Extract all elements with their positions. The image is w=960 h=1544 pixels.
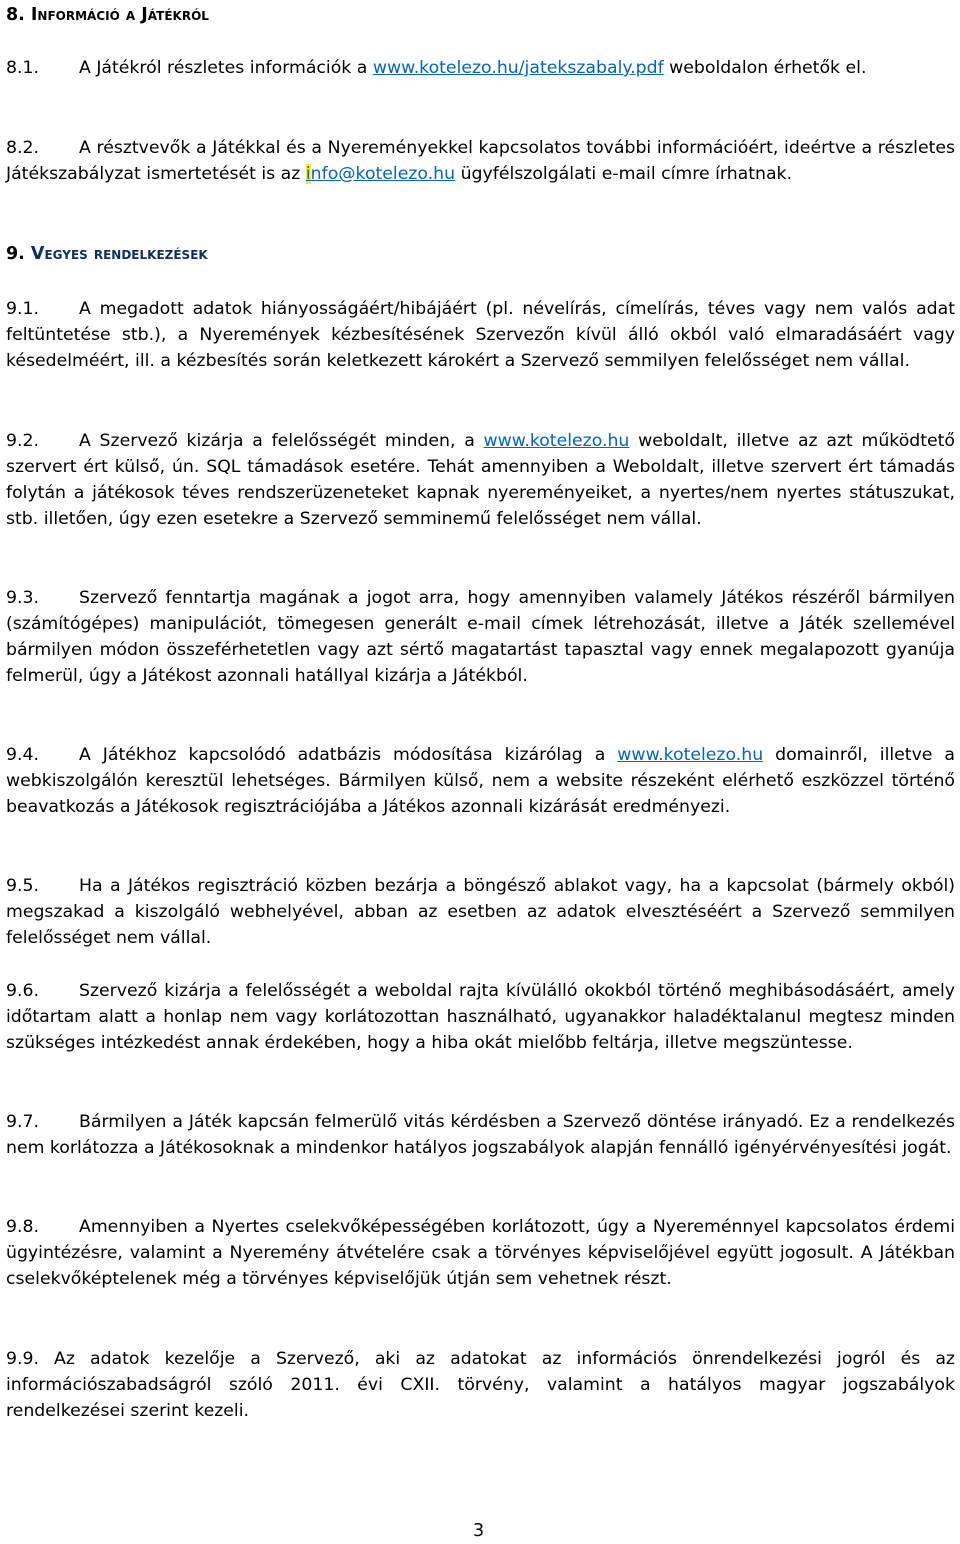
paragraph-number: 9.1. <box>6 299 39 319</box>
paragraph-number: 9.3. <box>6 588 39 608</box>
paragraph-number: 9.4. <box>6 745 39 765</box>
paragraph-number: 8.2. <box>6 138 39 158</box>
paragraph-9-5: 9.5. Ha a Játékos regisztráció közben bezárja a böngésző ablakot vagy, ha a kapcsolat (bármely okból) megszakad a kiszolgáló webhelyével, abban az esetben az adatok elvesztéséért a Szervező semmilyen felelősséget nem vállal. <box>6 873 955 951</box>
paragraph-9-4: 9.4. A Játékhoz kapcsolódó adatbázis módosítása kizárólag a www.kotelezo.hu domainről, illetve a webkiszolgálón keresztül lehetséges. Bármilyen külső, nem a website részeként elérhető eszközzel történő beavatkozás a Játékosok regisztrációjába a Játékos azonnali kizárását eredményezi. <box>6 742 955 820</box>
paragraph-number: 9.6. <box>6 981 39 1001</box>
paragraph-number: 9.5. <box>6 876 39 896</box>
paragraph-9-3: 9.3. Szervező fenntartja magának a jogot arra, hogy amennyiben valamely Játékos részéről bármilyen (számítógépes) manipulációt, tömegesen generált e-mail címek létrehozását, illetve a Játék szellemével bármilyen módon összeférhetetlen vagy azt sértő magatartást tapasztal vagy ennek megalapozott gyanúja felmerül, úgy a Játékost azonnali hatállyal kizárja a Játékból. <box>6 585 955 689</box>
page-number: 3 <box>473 1521 485 1541</box>
section-9-heading: 9. Vegyes rendelkezések <box>6 244 208 264</box>
paragraph-8-2: 8.2. A résztvevők a Játékkal és a Nyereményekkel kapcsolatos további információért, ideértve a részletes Játékszabályzat ismertetését is az info@kotelezo.hu ügyfélszolgálati e-mail címre írhatnak. <box>6 135 955 187</box>
paragraph-8-1: 8.1. A Játékról részletes információk a www.kotelezo.hu/jatekszabaly.pdf weboldalon érhetők el. <box>6 55 955 81</box>
website-link[interactable]: www.kotelezo.hu <box>483 431 630 451</box>
paragraph-9-6: 9.6. Szervező kizárja a felelősségét a weboldal rajta kívülálló okokból történő meghibásodásáért, amely időtartam alatt a honlap nem vagy korlátozottan használható, ugyanakkor haladéktalanul megtesz minden szükséges intézkedést annak érdekében, hogy a hiba okát mielőbb feltárja, illetve megszüntesse. <box>6 978 955 1056</box>
paragraph-number: 9.9. <box>6 1349 39 1369</box>
paragraph-number: 9.8. <box>6 1217 39 1237</box>
section-8-heading: 8. Információ a Játékról <box>6 5 209 25</box>
paragraph-number: 8.1. <box>6 58 39 78</box>
paragraph-number: 9.7. <box>6 1112 39 1132</box>
paragraph-9-7: 9.7. Bármilyen a Játék kapcsán felmerülő vitás kérdésben a Szervező döntése irányadó. Ez a rendelkezés nem korlátozza a Játékosoknak a mindenkor hatályos jogszabályok alapján fennálló igényérvényesítési jogát. <box>6 1109 955 1161</box>
paragraph-number: 9.2. <box>6 431 39 451</box>
paragraph-9-9: 9.9. Az adatok kezelője a Szervező, aki az adatokat az információs önrendelkezési jogról és az információszabadságról szóló 2011. évi CXII. törvény, valamint a hatályos magyar jogszabályok rendelkezései szerint kezeli. <box>6 1346 955 1424</box>
paragraph-9-2: 9.2. A Szervező kizárja a felelősségét minden, a www.kotelezo.hu weboldalt, illetve az azt működtető szervert ért külső, ún. SQL támadások esetére. Tehát amennyiben a Weboldalt, illetve szervert ért támadás folytán a játékosok téves rendszerüzeneteket kapnak nyereményeiket, a nyertes/nem nyertes státuszukat, stb. illetően, úgy ezen esetekre a Szervező semminemű felelősséget nem vállal. <box>6 428 955 532</box>
rules-pdf-link[interactable]: www.kotelezo.hu/jatekszabaly.pdf <box>372 58 664 78</box>
website-link[interactable]: www.kotelezo.hu <box>617 745 764 765</box>
email-link[interactable]: info@kotelezo.hu <box>305 164 456 184</box>
paragraph-9-1: 9.1. A megadott adatok hiányosságáért/hibájáért (pl. névelírás, címelírás, téves vagy nem valós adat feltüntetése stb.), a Nyeremények kézbesítésének Szervezőn kívül álló okból való elmaradásáért vagy késedelméért, ill. a kézbesítés során keletkezett károkért a Szervező semmilyen felelősséget nem vállal. <box>6 296 955 374</box>
paragraph-9-8: 9.8. Amennyiben a Nyertes cselekvőképességében korlátozott, úgy a Nyereménnyel kapcsolatos érdemi ügyintézésre, valamint a Nyeremény átvételére csak a törvényes képviselőjével együtt jogosult. A Játékban cselekvőképtelenek még a törvényes képviselőjük útján sem vehetnek részt. <box>6 1214 955 1292</box>
